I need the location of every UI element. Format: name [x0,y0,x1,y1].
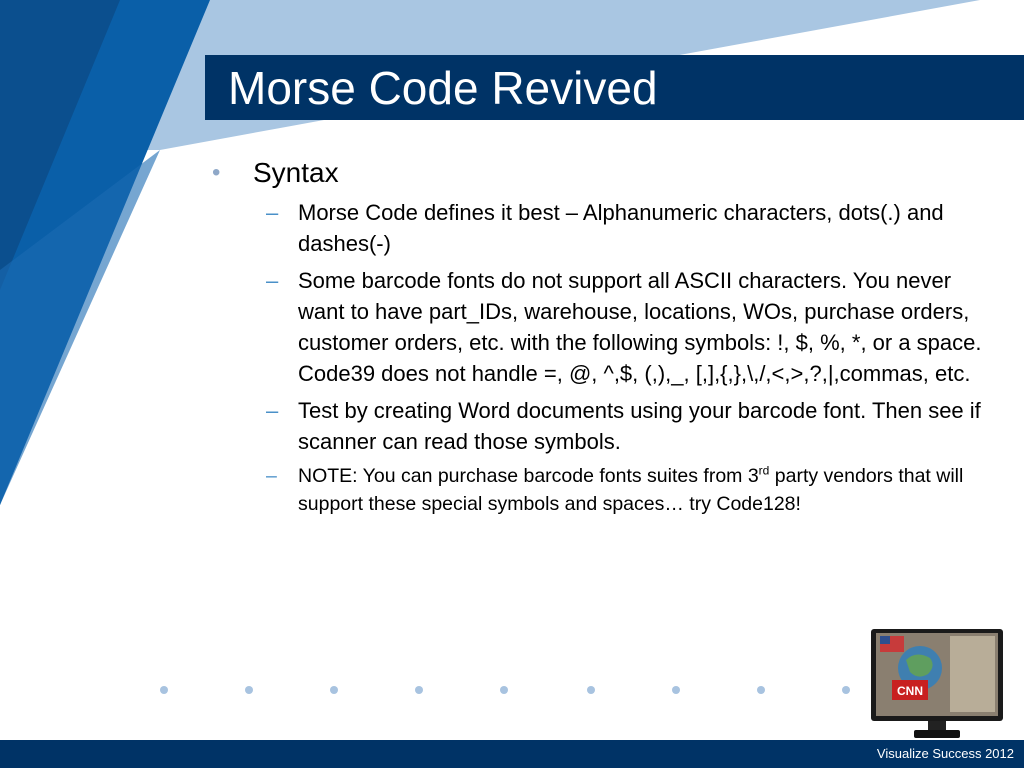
dash-icon: – [266,398,279,423]
decorative-dot [500,686,508,694]
cnn-sign-text: CNN [897,684,923,698]
dash-icon: – [266,465,277,487]
sub-bullet-ascii [212,265,1002,389]
decorative-dot [245,686,253,694]
decorative-dot [587,686,595,694]
decorative-dots [150,682,870,702]
decorative-dot [842,686,850,694]
bullet-syntax-text: Syntax [253,157,339,188]
flag-canton [880,636,890,644]
slide-title: Morse Code Revived [228,62,658,114]
monitor-neck [928,721,946,730]
monitor-image [870,628,1004,740]
building-windows [950,636,995,712]
decorative-dot [672,686,680,694]
bullet-syntax [212,155,1002,191]
sub-bullet-note [212,463,1002,518]
sub-bullet-morse [212,197,1002,259]
decorative-dot [757,686,765,694]
note-text-end: party vendors that will support these special symbols and spaces… try Code128! [298,465,964,515]
dash-icon: – [266,268,279,293]
sub-bullet-test [212,395,1002,457]
note-text-start: NOTE: You can purchase barcode fonts suites from 3 [298,465,759,487]
decorative-dot [415,686,423,694]
sub-bullet-morse-text: Morse Code defines it best – Alphanumeric characters, dots(.) and dashes(-) [298,200,944,256]
sub-bullet-ascii-text: Some barcode fonts do not support all ASCII characters. You never want to have part_IDs, warehouse, locations, WOs, purchase orders, customer orders, etc. with the following symbols: !, $, %, *, or a space. Code39 does not handle =, @, ^,$, (,),_, [,],{,},\,/,<,>,?,|,commas, etc. [298,268,982,386]
dash-icon: – [266,200,279,225]
bullet-icon: • [212,159,221,186]
slide-body [212,155,1002,524]
monitor-stand [914,730,960,738]
footer-text: Visualize Success 2012 [876,746,1014,761]
footer-bar [0,740,1024,768]
decorative-dot [160,686,168,694]
decorative-dot [330,686,338,694]
sub-bullet-test-text: Test by creating Word documents using your barcode font. Then see if scanner can read those symbols. [298,398,981,454]
note-superscript: rd [758,463,770,478]
